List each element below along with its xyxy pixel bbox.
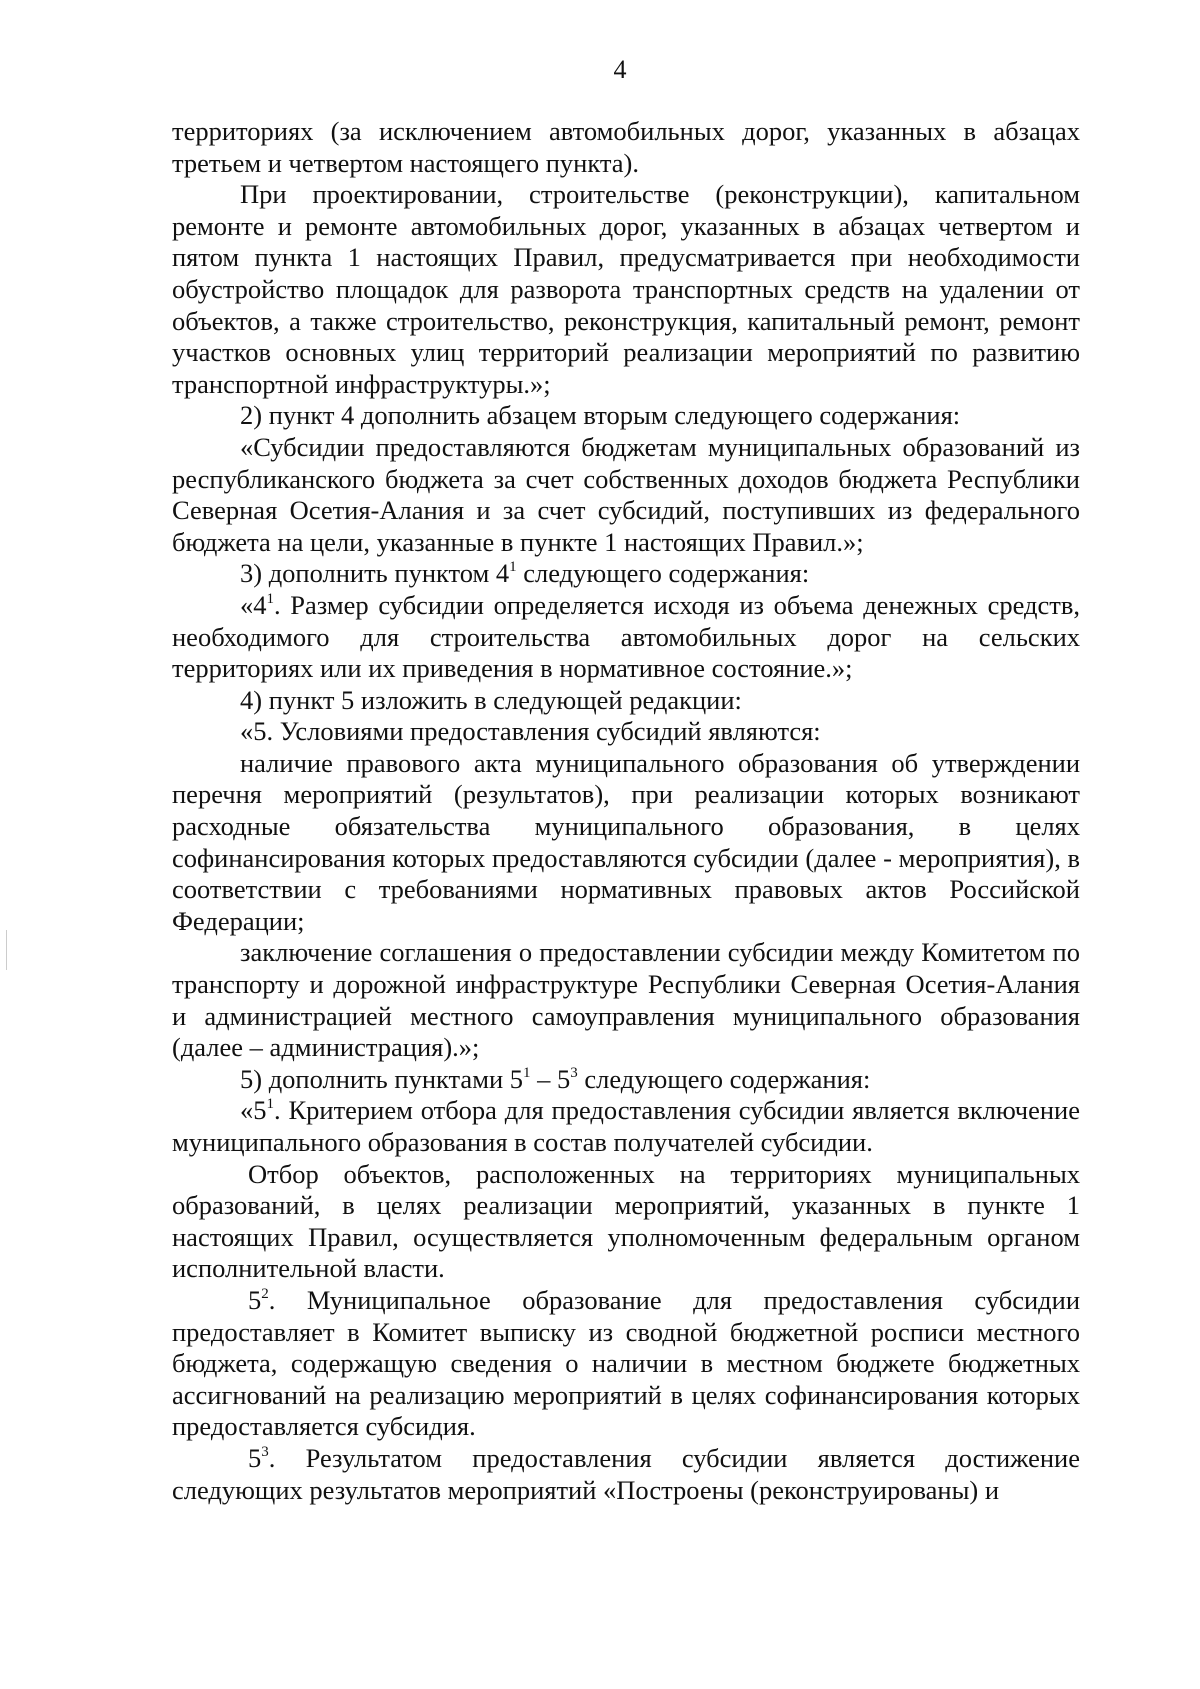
paragraph-legal-act: наличие правового акта муниципального образования об утверждении перечня мероприятий (результатов), при реализации которых возникают расходные обязательства муниципального образования, в целях софинансирования которых предоставляются субсидии (далее - мероприятия), в соответствии с требованиями нормативных правовых актов Российской Федерации; <box>172 747 1080 936</box>
superscript: 1 <box>266 1096 274 1113</box>
paragraph-item-4: 4) пункт 5 изложить в следующей редакции: <box>240 684 742 715</box>
superscript: 3 <box>261 1443 269 1460</box>
paragraph-object-selection: Отбор объектов, расположенных на территориях муниципальных образований, в целях реализации мероприятий, указанных в пункте 1 настоящих Правил, осуществляется уполномоченным федеральным органом исполнительной власти. <box>172 1158 1080 1284</box>
scan-artifact <box>6 930 7 970</box>
paragraph-item-5 <box>172 1064 1080 1096</box>
superscript: 1 <box>509 559 517 576</box>
paragraph-subsidy-size <box>172 590 1080 685</box>
superscript: 1 <box>523 1064 531 1081</box>
paragraph-item-3 <box>172 558 1080 590</box>
paragraph-selection-criterion <box>172 1095 1080 1158</box>
superscript: 3 <box>570 1064 578 1081</box>
text-fragment: – 5 <box>530 1063 571 1094</box>
page-number: 4 <box>613 55 627 84</box>
superscript: 2 <box>261 1285 269 1302</box>
text-fragment: 5) дополнить пунктами 5 <box>240 1063 524 1094</box>
text-fragment: . Муниципальное образование для предоставления субсидии предоставляет в Комитет выписку из сводной бюджетной росписи местного бюджета, содержащую сведения о наличии в местном бюджете бюджетных ассигнований на реализацию мероприятий в целях софинансирования которых предоставляется субсидия. <box>172 1284 1080 1442</box>
paragraph-agreement: заключение соглашения о предоставлении субсидии между Комитетом по транспорту и дорожной инфраструктуре Республики Северная Осетия-Алания и администрацией местного самоуправления муниципального образования (далее – администрация).»; <box>172 937 1080 1063</box>
text-fragment: следующего содержания: <box>516 558 810 589</box>
superscript: 1 <box>266 590 274 607</box>
document-body <box>172 116 1080 1506</box>
paragraph-budget-extract <box>172 1285 1080 1443</box>
paragraph-subsidies-source: «Субсидии предоставляются бюджетам муниципальных образований из республиканского бюджета за счет собственных доходов бюджета Республики Северная Осетия-Алания и за счет субсидий, поступивших из федерального бюджета на цели, указанные в пункте 1 настоящих Правил.»; <box>172 431 1080 557</box>
text-fragment: 5 <box>248 1284 262 1315</box>
text-fragment: «5 <box>240 1095 267 1126</box>
text-fragment: 3) дополнить пунктом 4 <box>240 558 510 589</box>
text-fragment: . Размер субсидии определяется исходя из объема денежных средств, необходимого для строительства автомобильных дорог на сельских территориях или их приведения в нормативное состояние.»; <box>172 589 1080 684</box>
text-fragment: следующего содержания: <box>577 1063 871 1094</box>
paragraph-conditions: «5. Условиями предоставления субсидий являются: <box>240 716 821 747</box>
paragraph-design-requirements: При проектировании, строительстве (реконструкции), капитальном ремонте и ремонте автомобильных дорог, указанных в абзацах четвертом и пятом пункта 1 настоящих Правил, предусматривается при необходимости обустройство площадок для разворота транспортных средств на удалении от объектов, а также строительство, реконструкция, капитальный ремонт, ремонт участков основных улиц территорий реализации мероприятий по развитию транспортной инфраструктуры.»; <box>172 179 1080 399</box>
text-fragment: «4 <box>240 589 267 620</box>
paragraph-item-2: 2) пункт 4 дополнить абзацем вторым следующего содержания: <box>240 400 961 431</box>
text-fragment: . Критерием отбора для предоставления субсидии является включение муниципального образования в состав получателей субсидии. <box>172 1095 1080 1157</box>
text-fragment: . Результатом предоставления субсидии является достижение следующих результатов мероприятий «Построены (реконструированы) и <box>172 1442 1080 1505</box>
paragraph-result <box>172 1443 1080 1506</box>
paragraph-continuation: территориях (за исключением автомобильных дорог, указанных в абзацах третьем и четвертом настоящего пункта). <box>172 116 1080 178</box>
text-fragment: 5 <box>248 1442 262 1473</box>
